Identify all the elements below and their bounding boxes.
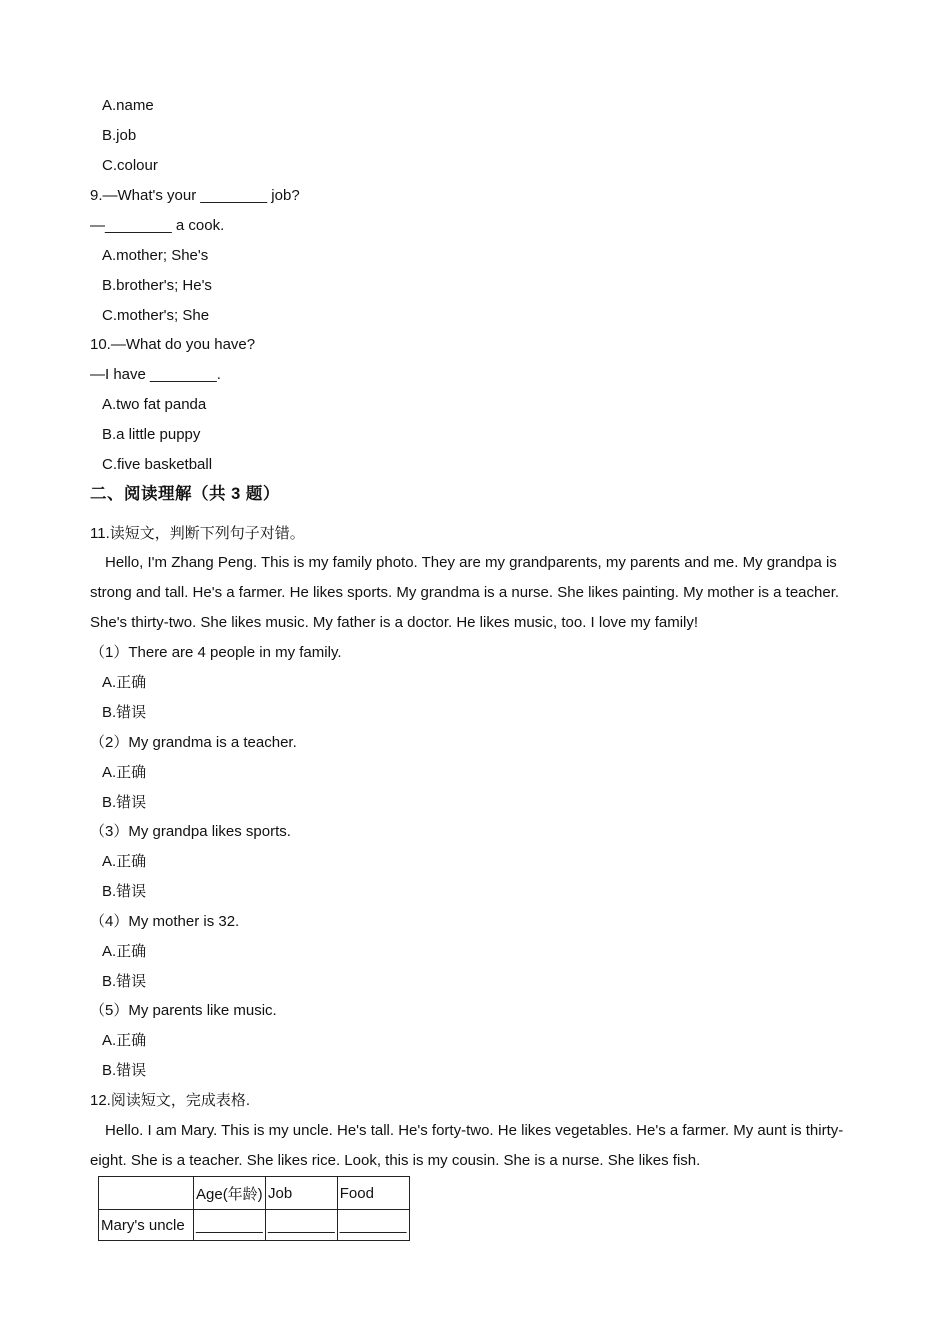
table-row [99, 1210, 410, 1241]
q9-answer-line: —________ a cook. [90, 217, 225, 234]
q10-question: 10.—What do you have? [90, 336, 256, 353]
q12-passage: Hello. I am Mary. This is my uncle. He's tall. He's forty-two. He likes vegetables. He's a farmer. My aunt is thirty-eight. She is a teacher. She likes rice. Look, this is my cousin. She is a nurse. She likes fish. [90, 1122, 844, 1169]
q8-option-c: C.colour [102, 157, 158, 174]
q11-item-2: （2）My grandma is a teacher. [90, 734, 297, 751]
q10-option-c: C.five basketball [102, 456, 213, 473]
table-header-cell: Job [266, 1177, 338, 1210]
table-header-cell: Age(年龄) [194, 1177, 266, 1210]
q11-instruction: 11.读短文，判断下列句子对错。 [90, 525, 305, 542]
table-cell-blank: ________ [194, 1210, 266, 1241]
q11-item-3-option-b: B.错误 [102, 883, 147, 900]
q11-item-5-option-a: A.正确 [102, 1032, 147, 1049]
table-cell-blank: ________ [266, 1210, 338, 1241]
q10-option-a: A.two fat panda [102, 396, 207, 413]
table-header-cell: Food [337, 1177, 409, 1210]
q11-item-3-option-a: A.正确 [102, 853, 147, 870]
q11-item-1: （1）There are 4 people in my family. [90, 644, 342, 661]
q9-option-b: B.brother's; He's [102, 277, 212, 294]
q11-item-4-option-b: B.错误 [102, 973, 147, 990]
table-cell-blank: ________ [337, 1210, 409, 1241]
q10-option-b: B.a little puppy [102, 426, 201, 443]
q8-option-b: B.job [102, 127, 137, 144]
q11-passage: Hello, I'm Zhang Peng. This is my family photo. They are my grandparents, my parents and me. My grandpa is strong and tall. He's a farmer. He likes sports. My grandma is a nurse. She likes painting. My mother is a teacher. She's thirty-two. She likes music. My father is a doctor. He likes music, too. I love my family! [90, 554, 840, 631]
q8-option-a: A.name [102, 97, 154, 114]
q9-question: 9.—What's your ________ job? [90, 187, 300, 204]
q12-answer-table [98, 1176, 410, 1241]
q12-instruction: 12.阅读短文，完成表格. [90, 1092, 251, 1109]
q9-option-a: A.mother; She's [102, 247, 209, 264]
q11-item-5-option-b: B.错误 [102, 1062, 147, 1079]
q11-item-1-option-b: B.错误 [102, 704, 147, 721]
table-header-cell [99, 1177, 194, 1210]
q11-item-4-option-a: A.正确 [102, 943, 147, 960]
q11-item-2-option-b: B.错误 [102, 794, 147, 811]
q11-item-3: （3）My grandpa likes sports. [90, 823, 291, 840]
q11-item-4: （4）My mother is 32. [90, 913, 240, 930]
q11-item-2-option-a: A.正确 [102, 764, 147, 781]
q11-item-5: （5）My parents like music. [90, 1002, 277, 1019]
table-cell: Mary's uncle [99, 1210, 194, 1241]
table-header-row [99, 1177, 410, 1210]
q11-item-1-option-a: A.正确 [102, 674, 147, 691]
q9-option-c: C.mother's; She [102, 307, 210, 324]
q10-answer-line: —I have ________. [90, 366, 221, 383]
section-heading: 二、阅读理解（共 3 题） [90, 485, 280, 503]
